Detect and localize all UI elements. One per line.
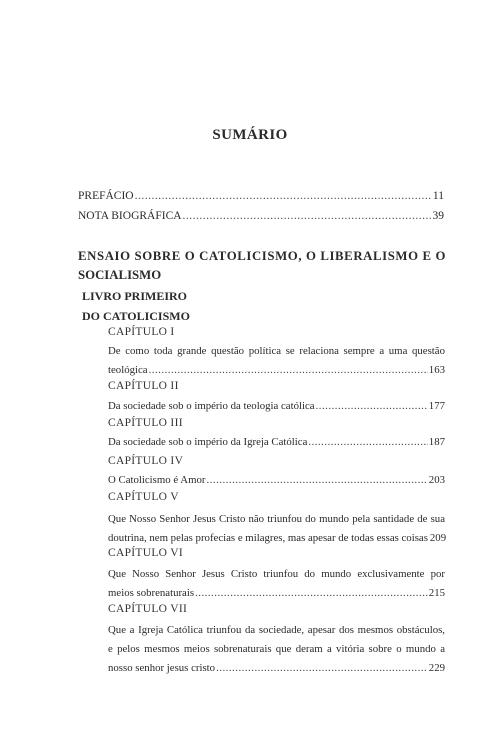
section-title-line: ENSAIO SOBRE O CATOLICISMO, O LIBERALISMO E O	[78, 249, 446, 263]
chapter-entry	[108, 471, 445, 490]
chapter-entry	[108, 565, 445, 603]
chapter-entry	[108, 397, 445, 416]
chapter-page: 177	[428, 400, 445, 412]
chapter-desc-last-line	[108, 397, 445, 416]
chapter-desc-text: O Catolicismo é Amor	[108, 474, 206, 486]
toc-entry-page: 39	[432, 210, 444, 222]
chapter-desc-last-line	[108, 361, 445, 380]
dot-leader	[135, 189, 432, 204]
chapter-heading: CAPÍTULO I	[108, 326, 175, 338]
chapter-entry	[108, 342, 445, 380]
chapter-entry	[108, 433, 445, 452]
dot-leader	[216, 659, 428, 678]
chapter-desc-last-line	[108, 471, 445, 490]
chapter-desc-line: Que Nosso Senhor Jesus Cristo triunfou do mundo exclusivamente por	[108, 568, 445, 580]
chapter-page: 209	[429, 532, 447, 544]
chapter-desc-last-line	[108, 659, 445, 678]
section-title-line: SOCIALISMO	[78, 268, 162, 282]
dot-leader	[316, 397, 428, 416]
dot-leader	[183, 209, 432, 224]
chapter-entry	[108, 621, 445, 678]
chapter-page: 215	[428, 587, 445, 599]
chapter-heading: CAPÍTULO V	[108, 491, 179, 503]
dot-leader	[149, 361, 428, 380]
chapter-desc-text: teológica	[108, 364, 148, 376]
chapter-heading: CAPÍTULO VII	[108, 603, 188, 615]
dot-leader	[195, 584, 428, 603]
chapter-page: 163	[428, 364, 445, 376]
chapter-desc-last-line	[108, 433, 445, 452]
chapter-heading: CAPÍTULO VI	[108, 547, 183, 559]
toc-entry-label: PREFÁCIO	[78, 190, 134, 202]
page-title: SUMÁRIO	[212, 127, 288, 143]
toc-entry-nota-biografica	[78, 209, 444, 224]
chapter-desc-text: Da sociedade sob o império da teologia católica	[108, 400, 315, 412]
chapter-heading: CAPÍTULO IV	[108, 455, 184, 467]
chapter-desc-text: Da sociedade sob o império da Igreja Católica	[108, 436, 308, 448]
chapter-desc-line: e pelos mesmos meios sobrenaturais que deram a vitória sobre o mundo a	[108, 643, 445, 655]
chapter-desc-line: Que a Igreja Católica triunfou da sociedade, apesar dos mesmos obstáculos,	[108, 624, 445, 636]
chapter-page: 187	[428, 436, 445, 448]
dot-leader	[206, 471, 427, 490]
toc-entry-page: 11	[432, 190, 444, 202]
book-heading: LIVRO PRIMEIRO	[82, 289, 188, 303]
chapter-heading: CAPÍTULO II	[108, 380, 179, 392]
toc-entry-prefacio	[78, 189, 444, 204]
chapter-desc-line: Que Nosso Senhor Jesus Cristo não triunfou do mundo pela santidade de sua	[108, 513, 445, 525]
part-heading: DO CATOLICISMO	[82, 309, 190, 323]
chapter-desc-last-line	[108, 529, 445, 548]
chapter-desc-line: De como toda grande questão política se relaciona sempre a uma questão	[108, 345, 445, 357]
chapter-heading: CAPÍTULO III	[108, 417, 183, 429]
chapter-desc-last-line	[108, 584, 445, 603]
chapter-desc-text: doutrina, nem pelas profecias e milagres, mas apesar de todas essas coisas	[108, 532, 428, 544]
section-title	[78, 247, 446, 285]
dot-leader	[308, 433, 427, 452]
toc-entry-label: NOTA BIOGRÁFICA	[78, 210, 182, 222]
chapter-entry	[108, 510, 445, 548]
chapter-page: 203	[428, 474, 445, 486]
chapter-page: 229	[428, 662, 445, 674]
chapter-desc-text: meios sobrenaturais	[108, 587, 195, 599]
chapter-desc-text: nosso senhor jesus cristo	[108, 662, 216, 674]
